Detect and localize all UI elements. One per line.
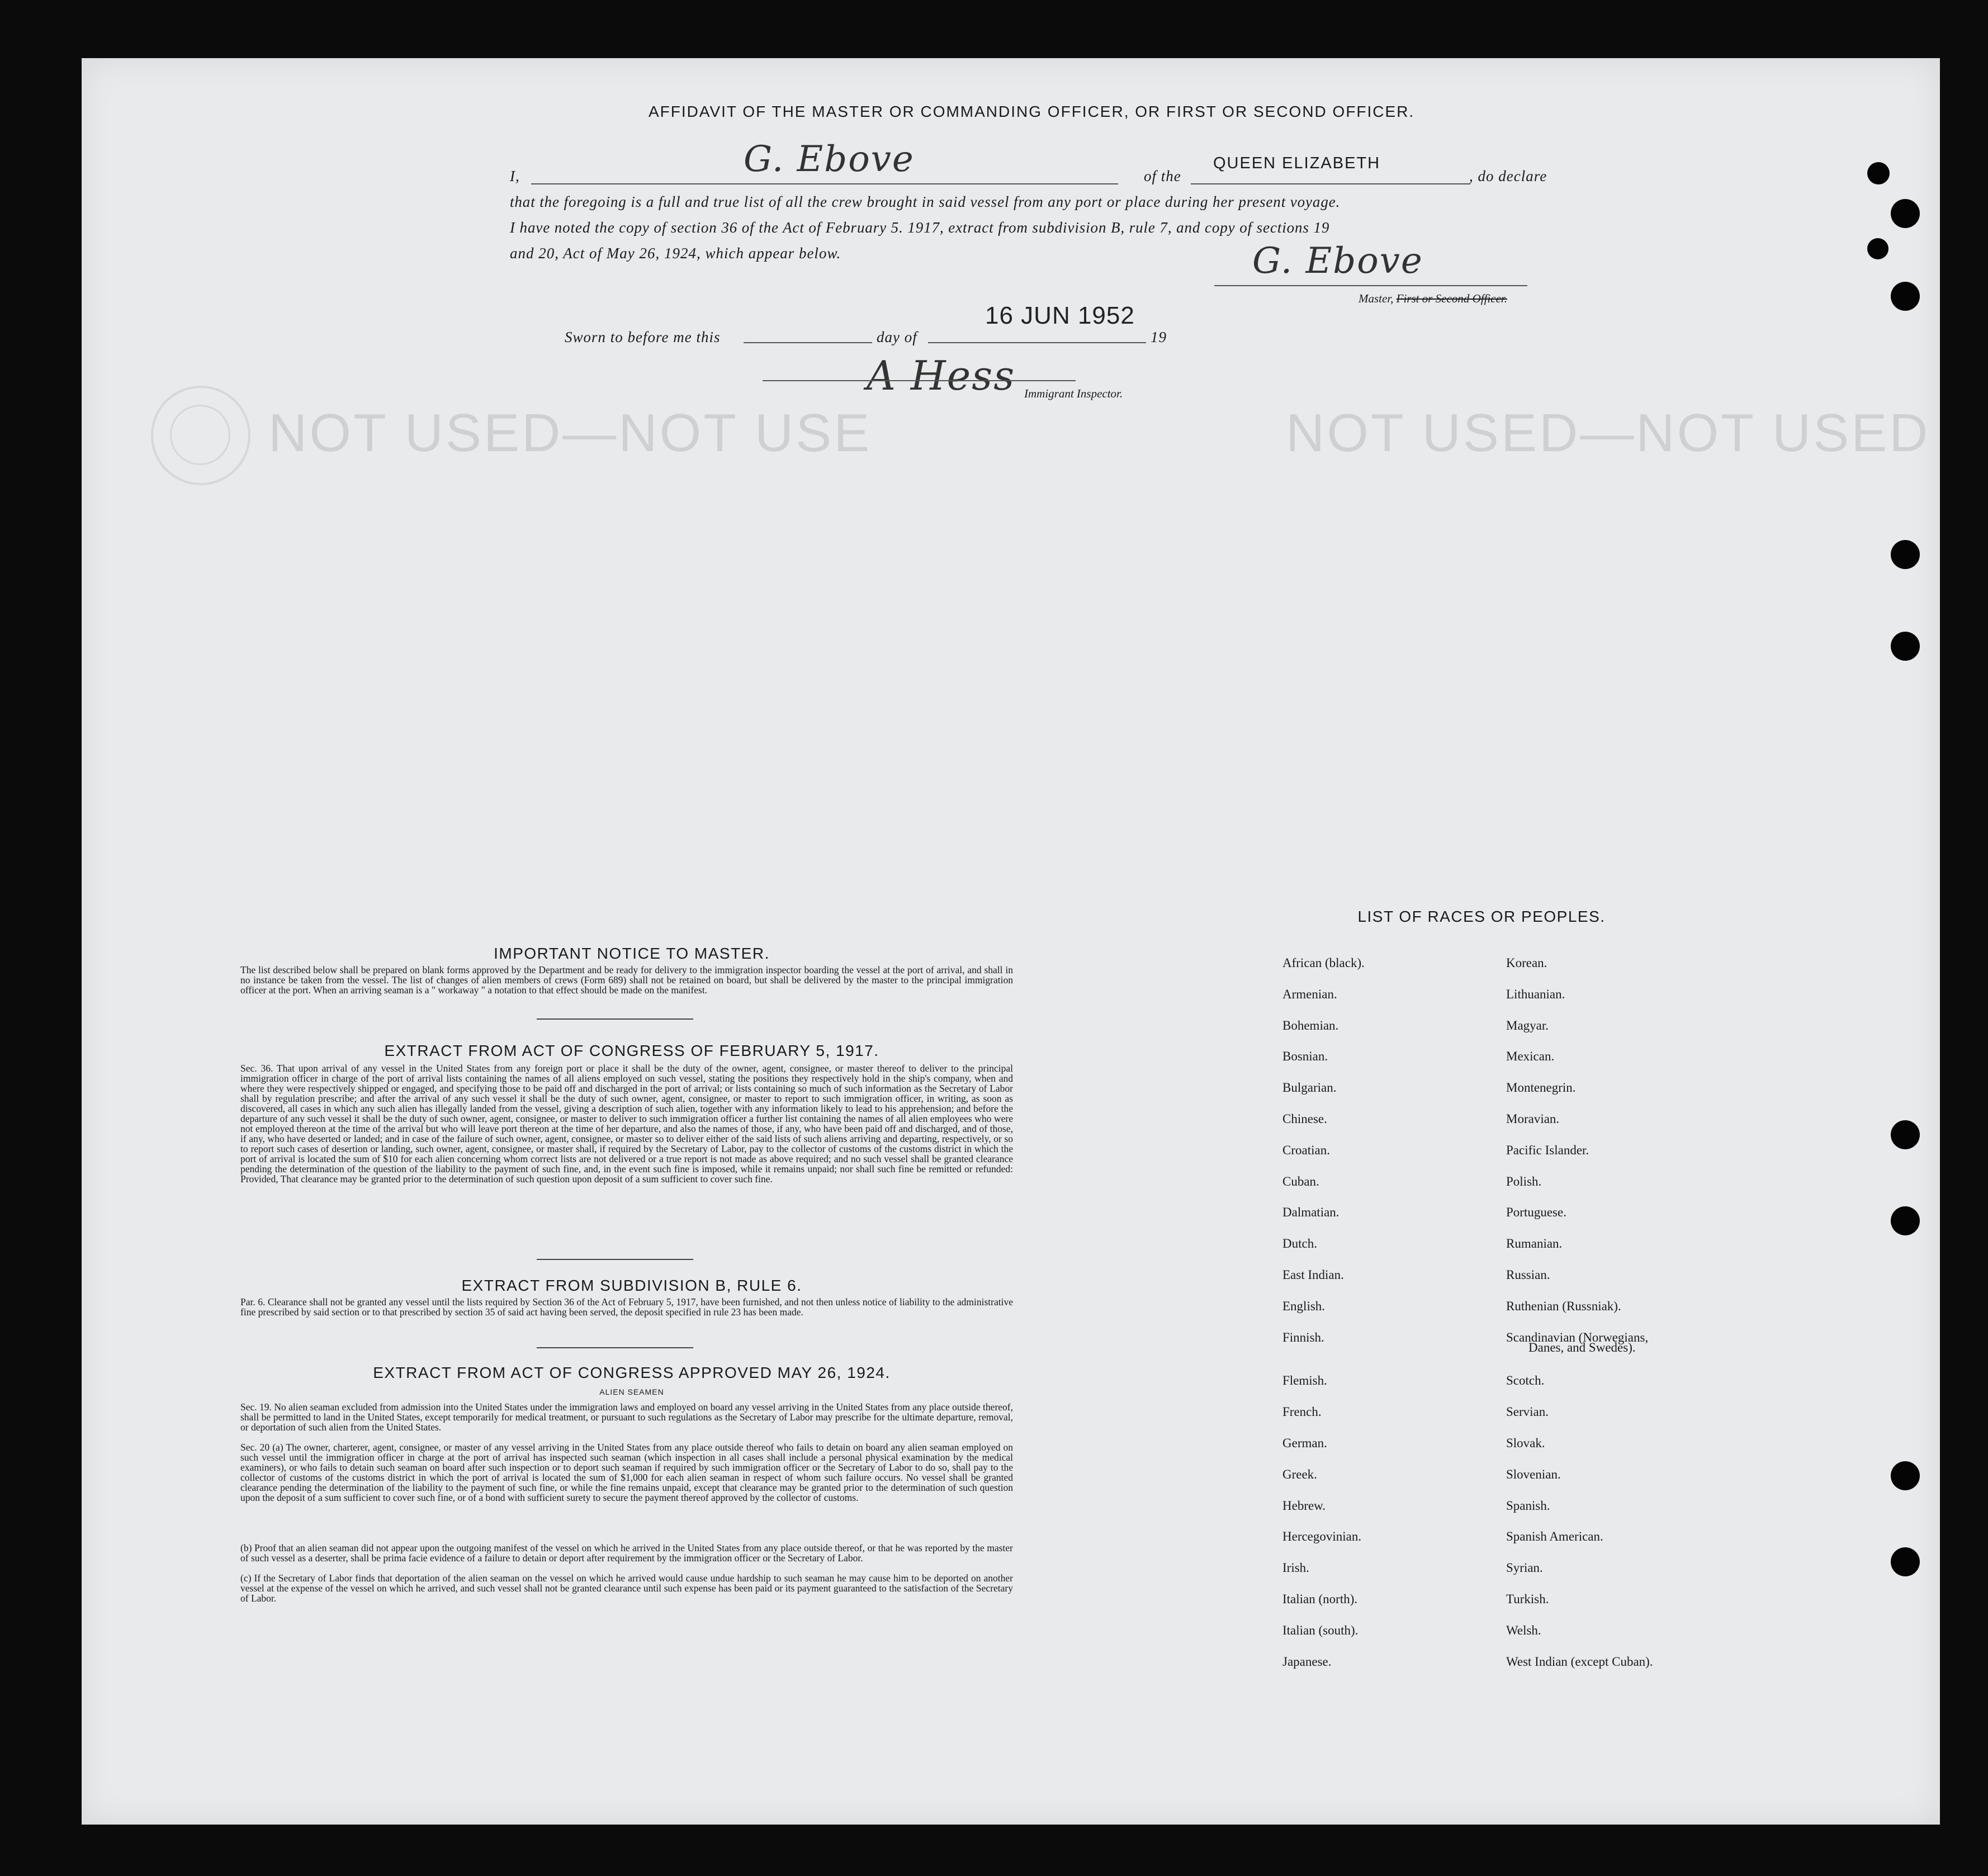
- notice-text: The list described below shall be prepared on blank forms approved by the Department and be ready for delivery to the immigration inspector boarding the vessel at the port of arrival, and shall in no instance be taken from the vessel. The list of changes of alien members of crews (Form 689) shall not be retained on board, but shall be delivered by the master to the principal immigration officer at the port. When an arriving seaman is a " workaway " a notation to that effect should be made on the manifest.: [240, 964, 1013, 996]
- race-item: Cuban.: [1282, 1174, 1319, 1188]
- race-item: Slovak.: [1506, 1436, 1545, 1450]
- punch-hole: [1891, 199, 1920, 228]
- extract-1924-p2: Sec. 20 (a) The owner, charterer, agent, consignee, or master of any vessel arriving in the United States from any place outside thereof who fails to detain on board any alien seaman employed on such vessel until the immigration officer in charge at the port of arrival has inspected such seaman (which inspection in all cases shall include a personal physical examination by the medical examiners), or who fails to detain such seaman on board after such inspection or to deport such seaman if required by such immigration officer or the Secretary of Labor to do so, shall pay to the collector of customs of the customs district in which the port of arrival is located the sum of $1,000 for each alien seaman in respect of whom such failure occurs. No vessel shall be granted clearance pending the determination of the liability to the payment of such fine, or while the fine remains unpaid, except that clearance may be granted prior to the determination of such question upon the deposit of a sum sufficient to cover such fine, or of a bond with sufficient surety to secure the payment thereof approved by the collector of customs.: [240, 1442, 1013, 1503]
- faint-seal-inner: [170, 405, 230, 465]
- race-item: French.: [1282, 1405, 1322, 1419]
- race-item: Croatian.: [1282, 1143, 1330, 1157]
- race-item: Chinese.: [1282, 1112, 1327, 1126]
- race-item: Japanese.: [1282, 1654, 1332, 1669]
- race-item: Moravian.: [1506, 1112, 1560, 1126]
- race-item: Russian.: [1506, 1268, 1550, 1282]
- race-item: East Indian.: [1282, 1268, 1344, 1282]
- race-item: Turkish.: [1506, 1592, 1549, 1606]
- master-signature: G. Ebove: [744, 139, 915, 180]
- punch-hole: [1891, 1206, 1920, 1235]
- race-item: Flemish.: [1282, 1373, 1327, 1388]
- inspector-signature: A Hess: [867, 352, 1016, 399]
- race-item: Bosnian.: [1282, 1049, 1328, 1064]
- race-item-scandinavian-cont: Danes, and Swedes).: [1528, 1340, 1636, 1354]
- extract-1924-p1: Sec. 19. No alien seaman excluded from admission into the United States under the immigration laws and employed on board any vessel arriving in the United States from any place outside thereof, shall be permitted to land in the United States, except temporarily for medical treatment, or pursuant to such regulations as the Secretary of Labor may prescribe for the ultimate departure, removal, or deportation of such alien from the United States.: [240, 1401, 1013, 1433]
- punch-hole: [1867, 238, 1888, 259]
- affidavit-title: AFFIDAVIT OF THE MASTER OR COMMANDING OFFICER, OR FIRST OR SECOND OFFICER.: [649, 103, 1415, 120]
- affidavit-line-2: that the foregoing is a full and true list of all the crew brought in said vessel from any port or place during her present voyage.: [510, 193, 1341, 210]
- race-item: Spanish American.: [1506, 1529, 1603, 1544]
- master-caption: [1359, 292, 1507, 306]
- race-item: Polish.: [1506, 1174, 1542, 1188]
- inspector-line: [763, 380, 1076, 381]
- race-item: Bohemian.: [1282, 1018, 1339, 1032]
- inspector-caption: Immigrant Inspector.: [1024, 387, 1123, 400]
- race-item: Servian.: [1506, 1405, 1549, 1419]
- signature-line: [1214, 285, 1527, 286]
- race-item: Finnish.: [1282, 1330, 1324, 1344]
- affidavit-line-3: I have noted the copy of section 36 of the Act of February 5. 1917, extract from subdivision B, rule 7, and copy of sections 19: [510, 219, 1330, 236]
- divider: [537, 1259, 693, 1260]
- race-item: Slovenian.: [1506, 1467, 1561, 1481]
- not-used-mark-left: NOT USED—NOT USE: [268, 403, 872, 463]
- race-item: Magyar.: [1506, 1018, 1549, 1032]
- divider: [537, 1018, 693, 1020]
- alien-seamen-subheading: ALIEN SEAMEN: [599, 1387, 664, 1396]
- race-item: Dutch.: [1282, 1237, 1317, 1251]
- master-signature-right: G. Ebove: [1252, 240, 1423, 282]
- do-declare: , do declare: [1469, 168, 1547, 184]
- sworn-year: 19: [1151, 329, 1167, 345]
- race-item: Italian (north).: [1282, 1592, 1358, 1606]
- race-item: English.: [1282, 1299, 1326, 1313]
- not-used-mark-right: NOT USED—NOT USED: [1286, 403, 1930, 463]
- races-heading: LIST OF RACES OR PEOPLES.: [1357, 908, 1606, 925]
- extract-1917-heading: EXTRACT FROM ACT OF CONGRESS OF FEBRUARY 5, 1917.: [384, 1042, 879, 1059]
- sworn-month-line: [928, 342, 1146, 343]
- race-item: Hebrew.: [1282, 1498, 1326, 1513]
- race-item: Scotch.: [1506, 1373, 1545, 1388]
- race-item: Bulgarian.: [1282, 1081, 1337, 1095]
- affidavit-i: I,: [510, 168, 520, 184]
- sworn-day-of: day of: [877, 329, 917, 345]
- affidavit-of-the: of the: [1144, 168, 1181, 184]
- race-item: Syrian.: [1506, 1561, 1543, 1575]
- race-item: West Indian (except Cuban).: [1506, 1654, 1653, 1669]
- sworn-day-line: [744, 342, 872, 343]
- name-line: [531, 183, 1118, 184]
- punch-hole: [1867, 162, 1890, 184]
- extract-rule6-text: Par. 6. Clearance shall not be granted any vessel until the lists required by Section 36 of the Act of February 5, 1917, have been furnished, and not then unless notice of liability to the administrative fine prescribed by said section or to that prescribed by section 35 of said act having been served, the deposit specified in rule 23 has been made.: [240, 1296, 1013, 1318]
- race-item: Montenegrin.: [1506, 1081, 1576, 1095]
- extract-1924-heading: EXTRACT FROM ACT OF CONGRESS APPROVED MAY 26, 1924.: [373, 1364, 891, 1381]
- race-item: Irish.: [1282, 1561, 1309, 1575]
- race-item: Dalmatian.: [1282, 1205, 1339, 1220]
- extract-rule6-heading: EXTRACT FROM SUBDIVISION B, RULE 6.: [461, 1277, 802, 1294]
- punch-hole: [1891, 1120, 1920, 1149]
- vessel-name: QUEEN ELIZABETH: [1213, 154, 1381, 172]
- race-item: Italian (south).: [1282, 1623, 1359, 1637]
- race-item: Pacific Islander.: [1506, 1143, 1589, 1157]
- race-item: Rumanian.: [1506, 1237, 1563, 1251]
- race-item: Hercegovinian.: [1282, 1529, 1362, 1544]
- race-item: Mexican.: [1506, 1049, 1555, 1064]
- race-item: Scandinavian (Norwegians,: [1506, 1330, 1649, 1344]
- race-item: German.: [1282, 1436, 1327, 1450]
- race-item: Welsh.: [1506, 1623, 1541, 1637]
- punch-hole: [1891, 632, 1920, 661]
- extract-1924-p4: (c) If the Secretary of Labor finds that deportation of the alien seaman on the vessel on which he arrived would cause undue hardship to such seaman he may cause him to be deported on another vessel at the expense of the vessel on which he arrived, and such vessel shall not be granted clearance until such expense has been paid or its payment guaranteed to the satisfaction of the Secretary of Labor.: [240, 1572, 1013, 1604]
- divider: [537, 1347, 693, 1348]
- race-item: Armenian.: [1282, 987, 1337, 1001]
- sworn-date-stamp: 16 JUN 1952: [985, 302, 1135, 329]
- race-item: African (black).: [1282, 956, 1365, 970]
- race-item: Spanish.: [1506, 1498, 1550, 1513]
- race-item: Ruthenian (Russniak).: [1506, 1299, 1621, 1313]
- sworn-prefix: Sworn to before me this: [565, 329, 721, 345]
- extract-1924-p3: (b) Proof that an alien seaman did not appear upon the outgoing manifest of the vessel on which he arrived in the United States from any place outside thereof, or that he was reported by the master of such vessel as a deserter, shall be prima facie evidence of a failure to detain or deport after requirement by the immigration officer or the Secretary of Labor.: [240, 1542, 1013, 1564]
- master-caption-text: Master,: [1359, 292, 1394, 305]
- race-item: Korean.: [1506, 956, 1547, 970]
- notice-heading: IMPORTANT NOTICE TO MASTER.: [494, 945, 770, 962]
- punch-hole: [1891, 1461, 1920, 1490]
- punch-hole: [1891, 1547, 1920, 1576]
- extract-1917-text: Sec. 36. That upon arrival of any vessel in the United States from any foreign port or place it shall be the duty of the owner, agent, consignee, or master thereof to deliver to the principal immigration officer in charge of the port of arrival lists containing the names of all aliens employed on such vessel, stating the positions they respectively hold in the ship's company, when and where they were respectively shipped or engaged, and specifying those to be paid off and discharged in the port of arrival; or lists containing so much of such information as the Secretary of Labor shall by regulation prescribe; and after the arrival of any such vessel it shall be the duty of such owner, agent, consignee, or master to report to such immigration officer, in writing, as soon as discovered, all cases in which any such alien has illegally landed from the vessel, giving a description of such alien, together with any information likely to lead to his apprehension; and before the departure of any such vessel it shall be the duty of such owner, agent, consignee, or master to deliver to such immigration officer a further list containing the names of all alien employees who were not employed thereon at the time of the arrival but who will leave port thereon at the time of her departure, and also the names of those, if any, who have been paid off and discharged, and of those, if any, who have deserted or landed; and in case of the failure of such owner, agent, consignee, or master so to deliver either of the said lists of such aliens arriving and departing, respectively, or so to report such cases of desertion or landing, such owner, agent, consignee, or master shall, if required by the Secretary of Labor, pay to the collector of customs of the customs district in which the port of arrival is located the sum of $10 for each alien concerning whom correct lists are not delivered or a true report is not made as above required; and no such vessel shall be granted clearance pending the determination of the question of the liability to the payment of such fine, and, in the event such fine is imposed, while it remains unpaid; nor shall such fine be remitted or refunded: Provided, That clearance may be granted prior to the determination of such question upon deposit of a sum sufficient to cover such fine.: [240, 1063, 1013, 1185]
- race-item: Greek.: [1282, 1467, 1317, 1481]
- punch-hole: [1891, 540, 1920, 569]
- race-item: Lithuanian.: [1506, 987, 1565, 1001]
- affidavit-line-4: and 20, Act of May 26, 1924, which appear below.: [510, 245, 841, 262]
- race-item: Portuguese.: [1506, 1205, 1566, 1220]
- vessel-line: [1191, 183, 1470, 184]
- punch-hole: [1891, 282, 1920, 311]
- master-caption-struck: First or Second Officer.: [1396, 292, 1507, 305]
